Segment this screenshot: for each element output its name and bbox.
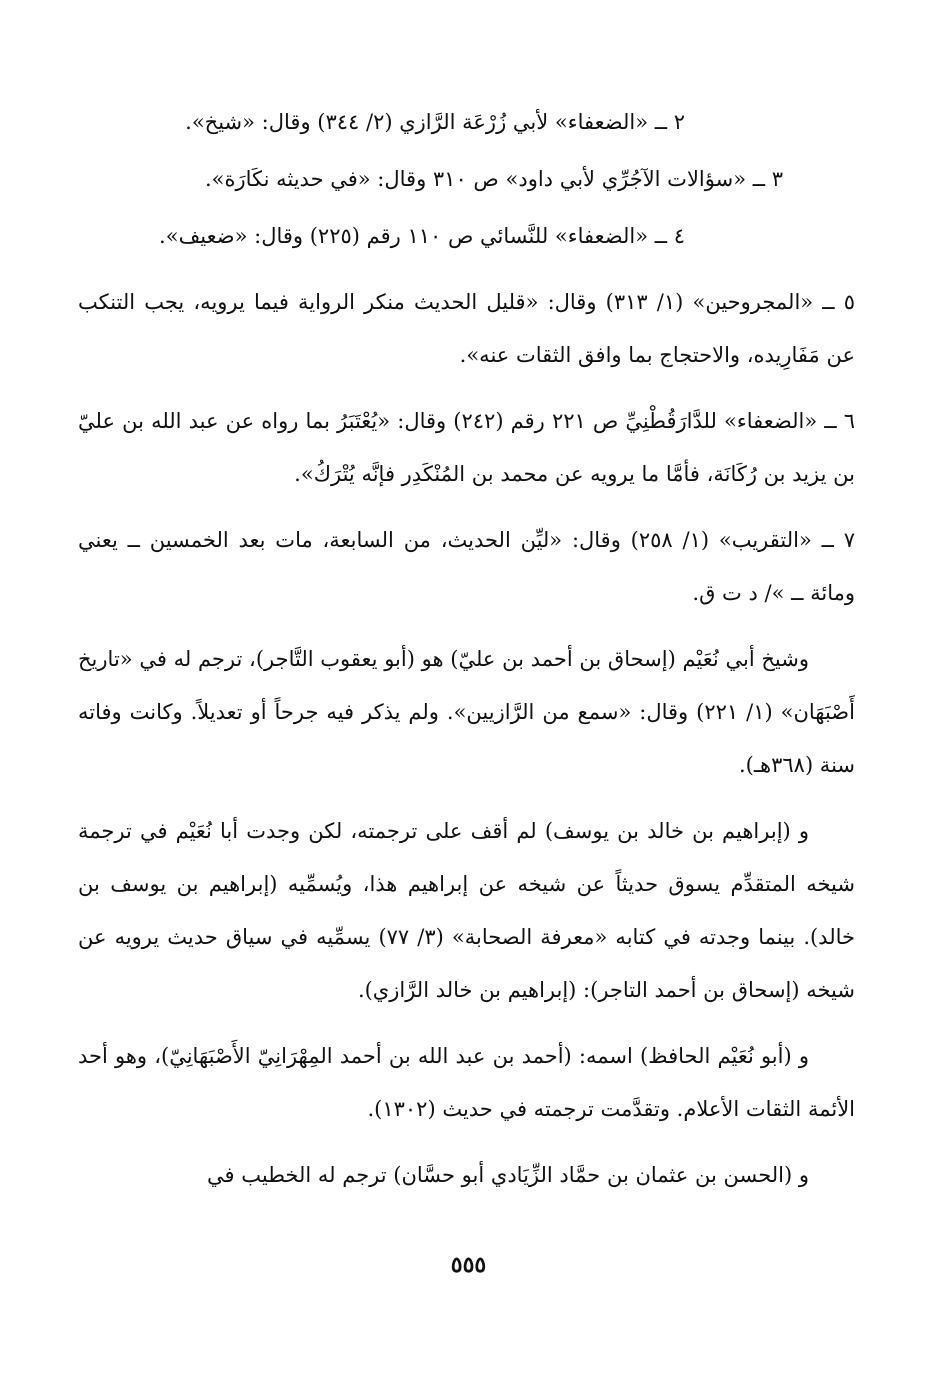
page-number: ٥٥٥	[450, 1252, 487, 1278]
entry-7: ٧ ــ «التقريب» (١/ ٢٥٨) وقال: «ليِّن الحديث، من السابعة، مات بعد الخمسين ــ يعني ومائة ــ »/ د ت ق.	[78, 528, 855, 605]
entry-4: ٤ ــ «الضعفاء» للنَّسائي ص ١١٠ رقم (٢٢٥) وقال: «ضعيف».	[159, 224, 685, 248]
entry-3: ٣ ــ «سؤالات الآجُرِّي لأبي داود» ص ٣١٠ وقال: «في حديثه نكَارَة».	[204, 167, 783, 191]
paragraph-abu-nuaym: و (أبو نُعَيْم الحافظ) اسمه: (أحمد بن عبد الله بن أحمد المِهْرَانِيّ الأَصْبَهَانِيّ)، وهو أحد الأئمة الثقات الأعلام. وتقدَّمت ترجمته في حديث (١٣٠٢).	[78, 1044, 855, 1121]
entry-6: ٦ ــ «الضعفاء» للدَّارَقُطْنِيِّ ص ٢٢١ رقم (٢٤٢) وقال: «يُعْتَبَرُ بما رواه عن عبد الله بن عليّ بن يزيد بن رُكَانَة، فأمَّا ما يرويه عن محمد بن المُنْكَدِر فإنَّه يُتْرَكُ».	[78, 409, 855, 486]
paragraph-ishaq: وشيخ أبي نُعَيْم (إسحاق بن أحمد بن عليّ) هو (أبو يعقوب التَّاجر)، ترجم له في «تاريخ أَصْبَهَان» (١/ ٢٢١) وقال: «سمع من الرَّازيين». ولم يذكر فيه جرحاً أو تعديلاً. وكانت وفاته سنة (٣٦٨هـ).	[78, 647, 855, 777]
paragraph-hasan: و (الحسن بن عثمان بن حمَّاد الزِّيَادي أبو حسَّان) ترجم له الخطيب في	[207, 1163, 809, 1187]
entry-5: ٥ ــ «المجروحين» (١/ ٣١٣) وقال: «قليل الحديث منكر الرواية فيما يرويه، يجب التنكب عن مَفَارِيده، والاحتجاج بما وافق الثقات عنه».	[78, 290, 855, 367]
entry-2: ٢ ــ «الضعفاء» لأبي زُرْعَة الرَّازي (٢/ ٣٤٤) وقال: «شيخ».	[185, 110, 685, 134]
paragraph-ibrahim: و (إبراهيم بن خالد بن يوسف) لم أقف على ترجمته، لكن وجدت أبا نُعَيْم في ترجمة شيخه المتقدِّم يسوق حديثاً عن شيخه عن إبراهيم هذا، ويُسمِّيه (إبراهيم بن يوسف بن خالد). بينما وجدته في كتابه «معرفة الصحابة» (٣/ ٧٧) يسمِّيه في سياق حديث يرويه عن شيخه (إسحاق بن أحمد التاجر): (إبراهيم بن خالد الرَّازي).	[78, 819, 855, 1002]
page-body	[78, 96, 855, 1202]
